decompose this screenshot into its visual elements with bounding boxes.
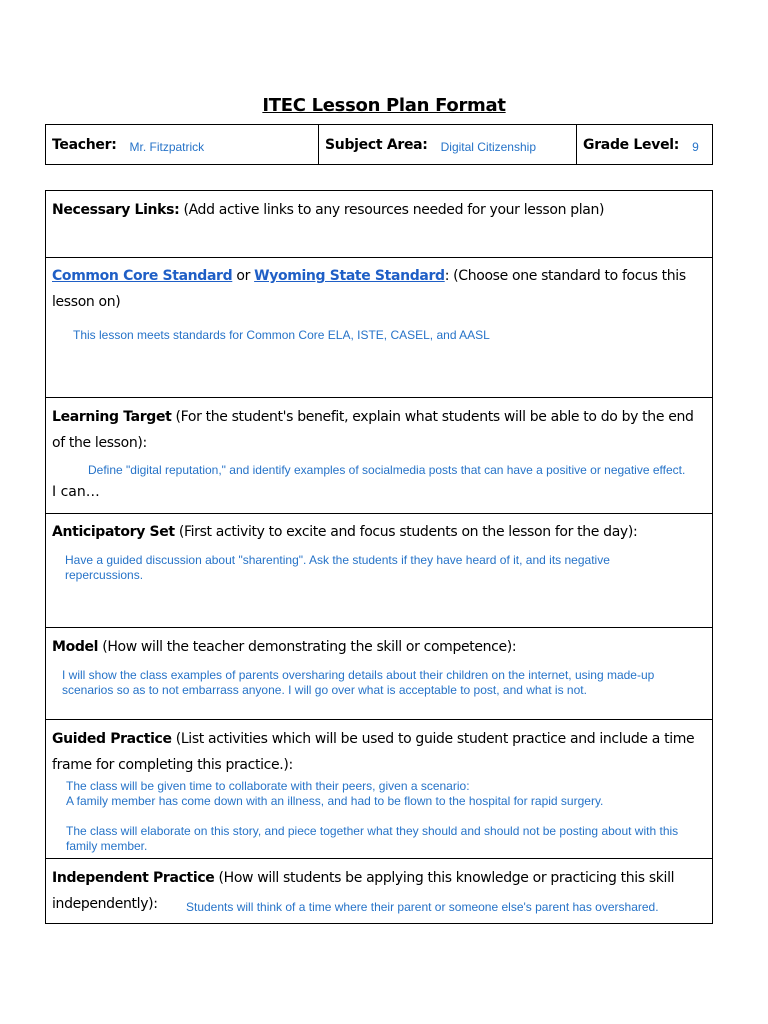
header-table [45,124,713,165]
subject-cell [318,125,576,164]
row-necessary-links [46,191,712,257]
independent-practice-desc: (How will students be applying this knowledge or practicing this skill independently): [52,870,675,912]
grade-cell [576,125,712,164]
wyoming-standard-link[interactable]: Wyoming State Standard [254,268,445,284]
anticipatory-set-label: Anticipatory Set [52,524,175,540]
standard-desc: : (Choose one standard to focus this lesson on) [52,268,686,310]
necessary-links-label: Necessary Links: [52,202,180,218]
lesson-plan-table [45,190,713,924]
row-model [46,627,712,719]
anticipatory-set-heading [52,519,698,545]
document-title: ITEC Lesson Plan Format [262,95,506,116]
subject-label: Subject Area: [325,136,428,153]
teacher-value[interactable]: Mr. Fitzpatrick [129,139,205,154]
anticipatory-set-desc: (First activity to excite and focus students on the lesson for the day): [174,524,638,540]
teacher-label: Teacher: [52,136,117,153]
necessary-links-heading [52,197,698,223]
model-desc: (How will the teacher demonstrating the skill or competence): [98,639,517,655]
learning-target-heading [52,404,698,456]
teacher-cell [46,125,318,164]
guided-practice-answer-1[interactable]: The class will be given time to collaborate with their peers, given a scenario: [66,779,470,793]
model-heading [52,634,698,660]
subject-value[interactable]: Digital Citizenship [440,139,536,154]
learning-target-label: Learning Target [52,409,172,425]
guided-practice-heading [52,726,698,778]
grade-value[interactable]: 9 [692,139,699,154]
guided-practice-answer-2[interactable]: A family member has come down with an illness, and had to be flown to the hospital for rapid surgery. [66,794,604,808]
necessary-links-desc: (Add active links to any resources needed for your lesson plan) [179,202,605,218]
learning-target-desc: (For the student's benefit, explain what students will be able to do by the end of the lesson): [52,409,694,451]
guided-practice-desc: (List activities which will be used to guide student practice and include a time frame for completing this practice.): [52,731,695,773]
row-independent-practice [46,858,712,923]
standard-answer[interactable]: This lesson meets standards for Common Core ELA, ISTE, CASEL, and AASL [73,328,490,342]
row-standard [46,257,712,397]
independent-practice-label: Independent Practice [52,870,215,886]
anticipatory-set-answer[interactable]: Have a guided discussion about "sharenting". Ask the students if they have heard of it, and its negative repercussions. [65,553,610,582]
i-can-text: I can… [52,484,100,500]
model-answer[interactable]: I will show the class examples of parents oversharing details about their children on the internet, using made-up scenarios so as to not embarrass anyone. I will go over what is acceptable to post, and what is not. [62,668,655,697]
guided-practice-label: Guided Practice [52,731,172,747]
learning-target-answer[interactable]: Define "digital reputation," and identify examples of socialmedia posts that can have a positive or negative effect. [88,463,686,477]
standard-or: or [232,268,255,284]
row-guided-practice [46,719,712,858]
standard-heading [52,263,698,315]
row-anticipatory-set [46,513,712,627]
guided-practice-answer-3[interactable]: The class will elaborate on this story, and piece together what they should and should not be posting about with this family member. [66,824,679,853]
independent-practice-answer[interactable]: Students will think of a time where their parent or someone else's parent has overshared. [186,900,659,914]
grade-label: Grade Level: [583,136,680,153]
common-core-link[interactable]: Common Core Standard [52,268,233,284]
model-label: Model [52,639,99,655]
row-learning-target [46,397,712,513]
